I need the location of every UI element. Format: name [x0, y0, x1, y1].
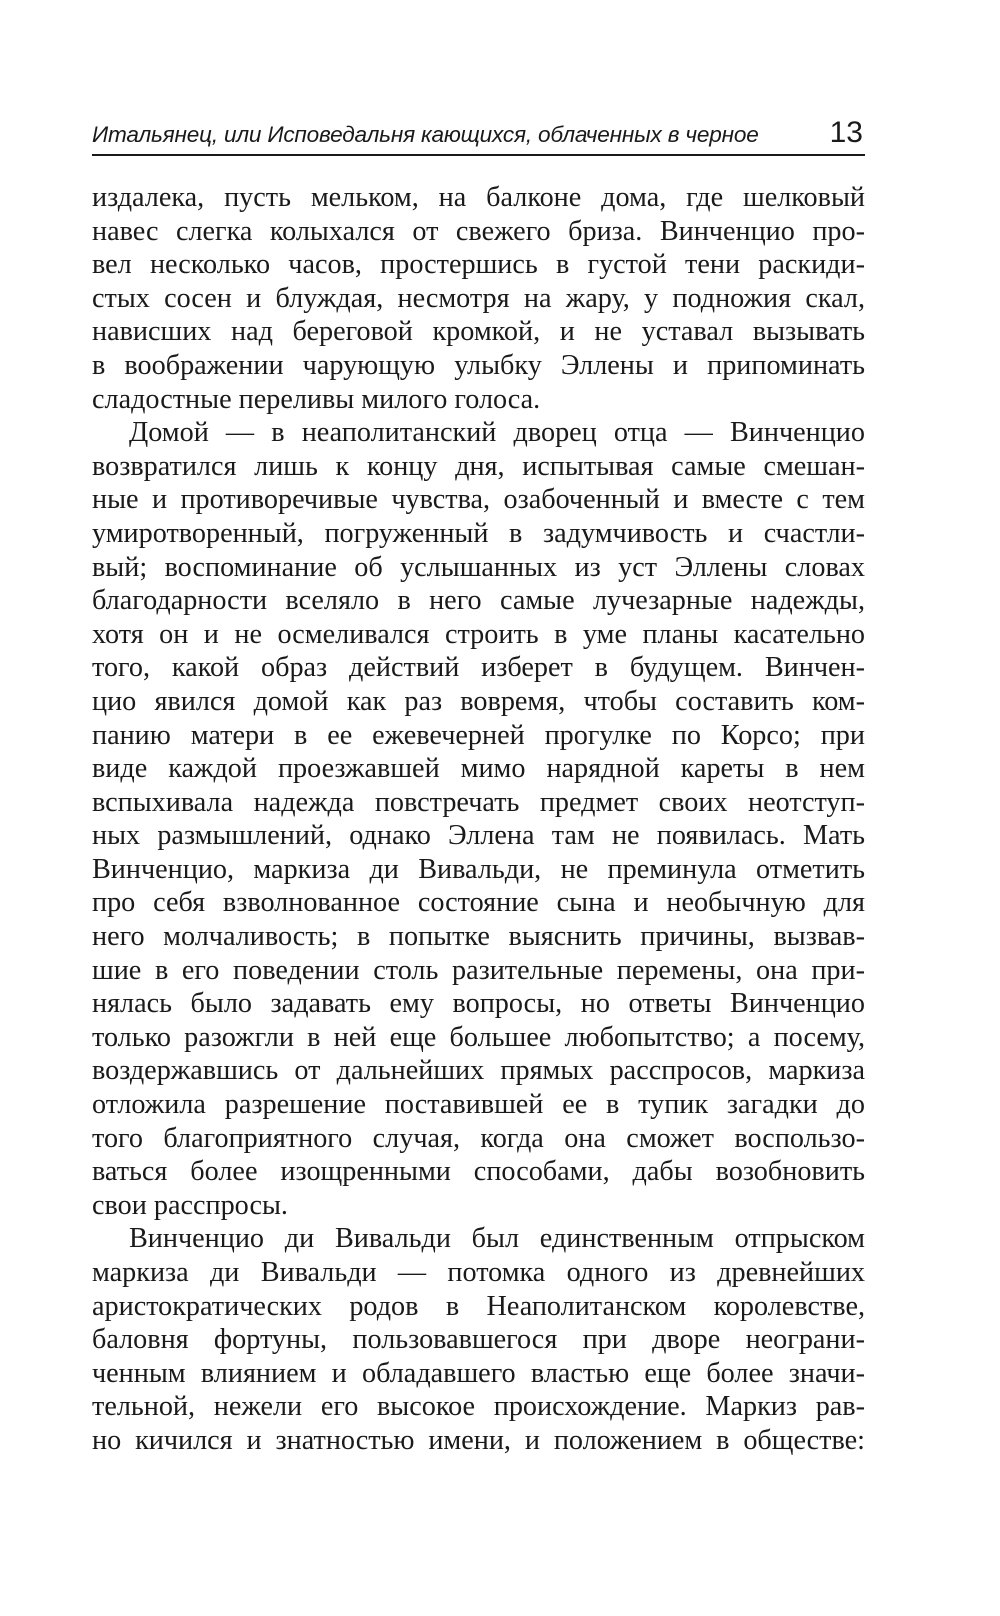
text-line: сладостные переливы милого голоса.	[92, 383, 541, 415]
text-line: тельной, нежели его высокое происхождение. Маркиз рав-	[92, 1391, 865, 1423]
text-line: вый; воспоминание об услышанных из уст Эллены словах	[92, 551, 865, 583]
text-line: стых сосен и блуждая, несмотря на жару, у подножия скал,	[92, 282, 865, 314]
text-line: того благоприятного случая, когда она сможет воспользо-	[92, 1122, 865, 1154]
text-line: цио явился домой как раз вовремя, чтобы составить ком-	[92, 685, 865, 717]
text-line: нависших над береговой кромкой, и не уставал вызывать	[92, 316, 865, 348]
text-line: возвратился лишь к концу дня, испытывая самые смешан-	[92, 450, 865, 482]
paragraph	[92, 181, 865, 416]
page-number: 13	[829, 116, 863, 149]
text-line: вспыхивала надежда повстречать предмет своих неотступ-	[92, 786, 865, 818]
text-line: только разожгли в ней еще большее любопытство; а посему,	[92, 1021, 865, 1053]
text-line: нялась было задавать ему вопросы, но ответы Винченцио	[92, 988, 865, 1020]
text-line: панию матери в ее ежевечерней прогулке по Корсо; при	[92, 719, 865, 751]
text-line: хотя он и не осмеливался строить в уме планы касательно	[92, 618, 865, 650]
text-line: Домой — в неаполитанский дворец отца — Винченцио	[129, 417, 865, 449]
text-line: издалека, пусть мельком, на балконе дома, где шелковый	[92, 182, 865, 213]
text-line: маркиза ди Вивальди — потомка одного из древнейших	[92, 1257, 865, 1288]
text-line: отложила разрешение поставившей ее в тупик загадки до	[92, 1089, 865, 1121]
text-line: навес слегка колыхался от свежего бриза. Винченцио про-	[92, 215, 865, 247]
text-line: Винченцио ди Вивальди был единственным отпрыском	[129, 1223, 865, 1255]
text-line: виде каждой проезжавшей мимо нарядной кареты в нем	[92, 753, 865, 785]
text-line: него молчаливость; в попытке выяснить причины, вызвав-	[92, 921, 865, 953]
text-line: шие в его поведении столь разительные перемены, она при-	[92, 954, 865, 986]
text-line: благодарности вселяло в него самые лучезарные надежды,	[92, 585, 865, 617]
body-text	[92, 181, 865, 1458]
text-line: в воображении чарующую улыбку Эллены и припоминать	[92, 349, 865, 381]
text-line: свои расспросы.	[92, 1189, 288, 1221]
text-line: баловня фортуны, пользовавшегося при дворе неограни-	[92, 1324, 865, 1356]
text-line: но кичился и знатностью имени, и положением в обществе:	[92, 1424, 865, 1456]
paragraph	[92, 416, 865, 1222]
text-line: ных размышлений, однако Эллена там не появилась. Мать	[92, 820, 865, 852]
running-title: Итальянец, или Исповедальня кающихся, облаченных в черное	[92, 122, 759, 147]
running-head	[92, 100, 865, 156]
text-line: аристократических родов в Неаполитанском королевстве,	[92, 1290, 865, 1322]
text-line: про себя взволнованное состояние сына и необычную для	[92, 887, 865, 919]
text-line: вел несколько часов, простершись в густой тени раскиди-	[92, 249, 865, 281]
book-page	[92, 100, 865, 1458]
text-line: ные и противоречивые чувства, озабоченный и вместе с тем	[92, 484, 865, 516]
text-line: ваться более изощренными способами, дабы возобновить	[92, 1156, 865, 1188]
text-line: умиротворенный, погруженный в задумчивость и счастли-	[92, 517, 865, 549]
text-line: Винченцио, маркиза ди Вивальди, не преминула отметить	[92, 853, 865, 885]
text-line: ченным влиянием и обладавшего властью еще более значи-	[92, 1357, 865, 1389]
paragraph	[92, 1222, 865, 1457]
text-line: того, какой образ действий изберет в будущем. Винчен-	[92, 652, 865, 684]
text-line: воздержавшись от дальнейших прямых расспросов, маркиза	[92, 1055, 865, 1087]
